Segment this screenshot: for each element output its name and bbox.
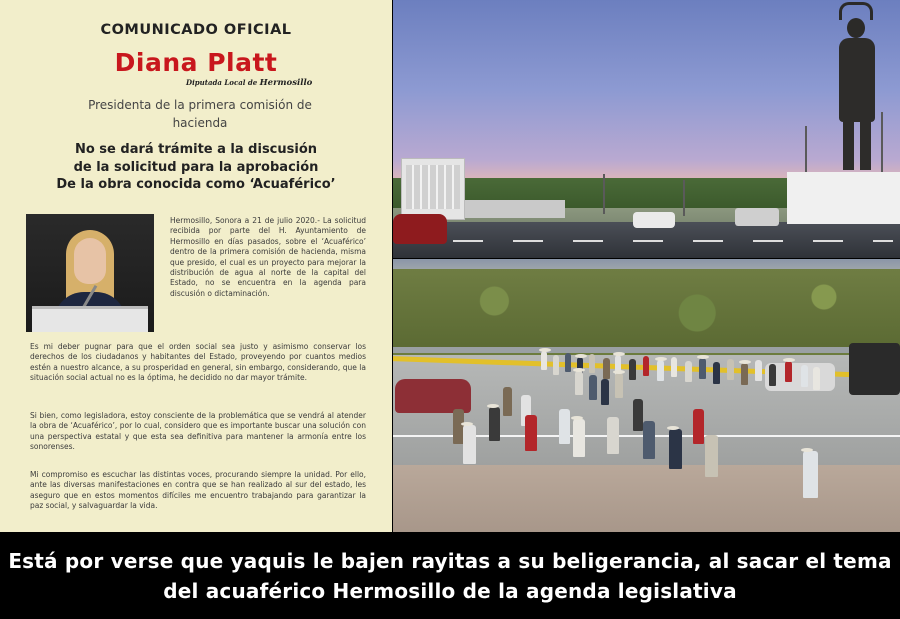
logo-name: Diana Platt [114, 48, 278, 77]
protester [559, 409, 570, 444]
protester [785, 361, 792, 382]
paragraph: Si bien, como legisladora, estoy consciente de la problemática que se vendrá al atender la obra de ‘Acuaférico’, por lo cual, considero que es importante buscar una solución con una perspectiva estatal y que esta sea definitiva para mantener la armonía entre los sonorenses. [30, 411, 366, 452]
hat [697, 355, 709, 359]
hat [783, 358, 795, 362]
protester [589, 354, 595, 373]
headline-line: De la obra conocida como ‘Acuaférico’ [56, 177, 336, 192]
protester [705, 435, 718, 477]
hat [573, 368, 585, 372]
logo-subtitle [186, 78, 312, 88]
white-car [633, 212, 675, 228]
logo-subtitle-place: Hermosillo [259, 78, 313, 88]
protester [769, 364, 776, 386]
protester [489, 407, 500, 441]
protester [685, 361, 692, 382]
protester [525, 415, 537, 451]
paragraph: Hermosillo, Sonora a 21 de julio 2020.- La solicitud recibida por parte del H. Ayuntamiento de Hermosillo en días pasados, sobre el ‘Acuaférico’ dentro de la primera comisión de hacienda, misma que presido, el cual es un proyecto para mejorar la distribución de agua al norte de la capital del Estado, no se encuentra en la agenda para discusión o dictaminación. [170, 216, 366, 298]
headline [30, 141, 362, 194]
paragraph: Es mi deber pugnar para que el orden social sea justo y asimismo conservar los derechos de los ciudadanos y habitantes del Estado, proveyendo por cuantos medios estén a nuestro alcance, a su prosperidad en general, sin embargo, considerando, que la situación social actual no es la óptima, he decidido no dar mayor trámite. [30, 342, 366, 383]
document-header: COMUNICADO OFICIAL [100, 22, 292, 38]
statue-pedestal [787, 172, 900, 224]
protester [671, 357, 677, 377]
hat [487, 404, 499, 408]
protester [541, 351, 547, 370]
caption-text: Está por verse que yaquis le bajen rayitas a su beligerancia, al sacar el tema del acuaférico Hermosillo de la agenda legislativa [8, 549, 892, 603]
truck [401, 158, 465, 220]
hat [461, 422, 473, 426]
role-text: Presidenta de la primera comisión de hacienda [88, 98, 312, 130]
pickup-truck [735, 208, 779, 226]
protester [803, 451, 818, 498]
red-suv [395, 379, 471, 413]
protester [755, 360, 762, 381]
headline-line: de la solicitud para la aprobación [73, 159, 319, 175]
protester [669, 429, 682, 469]
protester [575, 371, 583, 395]
protester [589, 375, 597, 400]
hat [575, 354, 587, 358]
protester [643, 421, 655, 459]
protester [801, 365, 808, 387]
protester [615, 373, 623, 398]
protester [565, 353, 571, 372]
headline-line: No se dará trámite a la discusión [74, 142, 318, 157]
protester [553, 355, 559, 375]
hat [539, 348, 551, 352]
hat [739, 360, 751, 364]
protester [699, 358, 706, 379]
caption-bar [0, 533, 900, 619]
protester [693, 409, 704, 444]
hat [571, 416, 583, 420]
road-protest-photo [393, 259, 900, 532]
hat [613, 352, 625, 356]
hat [613, 370, 625, 374]
paragraph: Mi compromiso es escuchar las distintas voces, procurando siempre la unidad. Por ello, ante las diversas manifestaciones en contra que se han realizado al sur del estado, les aseguro que en estos momentos difíciles me encuentro trabajando para garantizar la paz social, y salvaguardar la vida. [30, 470, 366, 511]
protester [607, 417, 619, 454]
highway-statue-photo [393, 0, 900, 258]
speaker-photo [26, 214, 154, 332]
protester [657, 360, 664, 381]
protester [633, 399, 643, 431]
dark-truck [849, 343, 900, 395]
protester [727, 359, 734, 380]
protester [603, 358, 610, 379]
protester [601, 379, 609, 405]
protester [643, 356, 649, 376]
protester [463, 425, 476, 464]
protester [741, 363, 748, 385]
hat [667, 426, 679, 430]
red-car [393, 214, 447, 244]
press-release-document [0, 0, 392, 532]
hat [655, 357, 667, 361]
protester [573, 419, 585, 457]
logo-subtitle-prefix: Diputada Local de [186, 78, 258, 87]
protester [629, 359, 636, 380]
protester [813, 367, 820, 390]
trailer [465, 200, 565, 218]
hat [801, 448, 813, 452]
statue [827, 2, 887, 172]
protester [503, 387, 512, 416]
protester [713, 362, 720, 384]
